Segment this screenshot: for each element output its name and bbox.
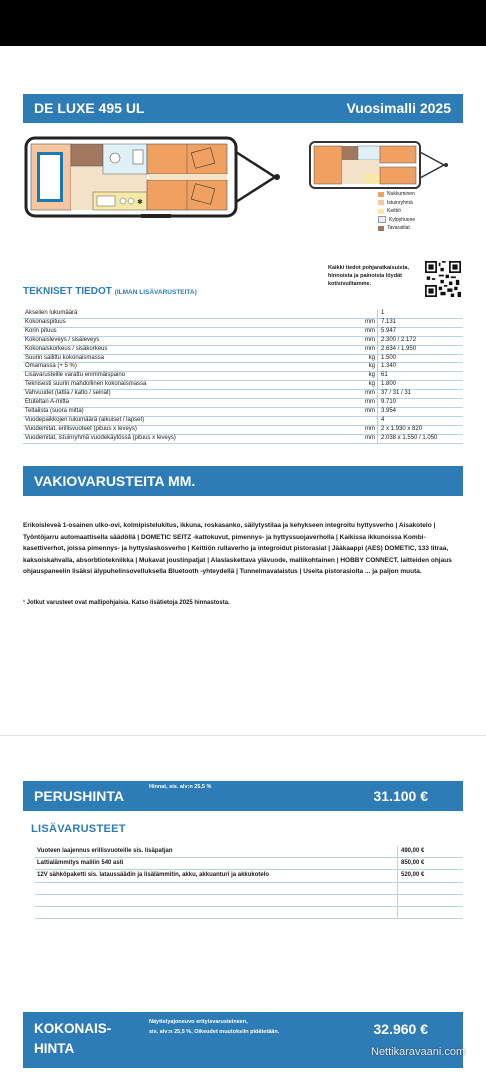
option-label: Vuoteen laajennus erillisvuoteille sis. lisäpatjan [35, 846, 398, 858]
spec-label: Vuodemitat, erillisvuoteet (pituus x leveys) [23, 425, 351, 434]
spec-label: Etuteltan A-mitta [23, 399, 351, 408]
spec-label: Kokonaisleveys / sisäleveys [23, 336, 351, 345]
option-label: Lattialämmitys malliin 540 asti [35, 858, 398, 870]
spec-label: Vahvuudet (lattia / katto / seinät) [23, 390, 351, 399]
option-price: 490,00 € [398, 846, 464, 858]
spec-unit: mm [351, 399, 378, 408]
total-price-note: Näyttelyajoneuvo erityisvarusteineen, sis. alv:n 25,5 %, Oikeudet muutoksiin pidätetään. [149, 1019, 280, 1035]
spec-value: 37 / 31 / 31 [378, 390, 464, 399]
spec-value: 1.800 [378, 381, 464, 390]
base-price-label: PERUSHINTA [34, 788, 124, 804]
spec-row [23, 318, 463, 327]
spec-value: 2.300 / 2.172 [378, 336, 464, 345]
legend-swatch-bathroom [378, 216, 386, 223]
option-row [35, 858, 463, 870]
spec-unit: mm [351, 318, 378, 327]
floor-plan-legend [378, 190, 415, 233]
spec-value: 1 [378, 310, 464, 318]
spec-row [23, 434, 463, 443]
spec-label: Kokonaiskorkeus / sisäkorkeus [23, 345, 351, 354]
specs-table [23, 310, 463, 444]
spec-label: Teknisesti suurin mahdollinen kokonaismassa [23, 381, 351, 390]
legend-item: Istuinryhmä [378, 199, 415, 208]
spec-unit: mm [351, 390, 378, 399]
spec-unit: kg [351, 381, 378, 390]
spec-row [23, 425, 463, 434]
website-note: Kaikki tiedot pohjaratkaisuista, hinnoista ja painoista löydät kotisivuiltamme. [328, 265, 409, 287]
spec-row [23, 407, 463, 416]
spec-value: 7.131 [378, 318, 464, 327]
spec-row [23, 399, 463, 408]
option-label [35, 882, 398, 894]
option-label [35, 906, 398, 918]
standard-equipment-header: VAKIOVARUSTEITA MM. [23, 466, 463, 496]
legend-swatch-storage [378, 226, 384, 231]
spec-unit [351, 310, 378, 318]
spec-row [23, 310, 463, 318]
base-price-bar [23, 781, 463, 811]
option-row [35, 846, 463, 858]
option-price: 520,00 € [398, 870, 464, 882]
total-price-value: 32.960 € [373, 1021, 428, 1037]
specs-title: TEKNISET TIEDOT (ILMAN LISÄVARUSTEITA) [23, 286, 197, 297]
watermark: Nettikaravaani.com [371, 1046, 466, 1058]
spec-value: 2.634 / 1.950 [378, 345, 464, 354]
spec-value: 61 [378, 372, 464, 381]
legend-item: Nukkuminen [378, 190, 415, 199]
spec-label: Omamassa (+ 5 %) [23, 363, 351, 372]
option-price: 850,00 € [398, 858, 464, 870]
spec-row [23, 336, 463, 345]
option-row [35, 894, 463, 906]
base-price-value: 31.100 € [373, 788, 428, 804]
spec-label: Teltalista (suora mitta) [23, 407, 351, 416]
spec-label: Akselien lukumäärä [23, 310, 351, 318]
spec-row [23, 372, 463, 381]
svg-text:✱: ✱ [137, 199, 143, 206]
spec-label: Vuodemitat, istuinryhmä vuodekäytössä (pituus x leveys) [23, 434, 351, 443]
qr-code-icon[interactable] [425, 261, 461, 297]
spec-unit: mm [351, 425, 378, 434]
model-name: DE LUXE 495 UL [34, 100, 145, 116]
option-price [398, 894, 464, 906]
spec-row [23, 354, 463, 363]
spec-row [23, 327, 463, 336]
spec-value: 5.947 [378, 327, 464, 336]
spec-unit: mm [351, 345, 378, 354]
total-price-label: KOKONAIS- HINTA [34, 1021, 112, 1056]
spec-row [23, 390, 463, 399]
option-label: 12V sähköpaketti sis. lataussäädin ja lisälämmitin, akku, akkuanturi ja akkukotelo [35, 870, 398, 882]
divider [0, 735, 486, 736]
spec-unit: kg [351, 372, 378, 381]
spec-value: 1.500 [378, 354, 464, 363]
options-title: LISÄVARUSTEET [31, 823, 126, 835]
spec-unit: kg [351, 363, 378, 372]
total-price-bar [23, 1012, 466, 1068]
spec-unit: mm [351, 407, 378, 416]
spec-value: 9.710 [378, 399, 464, 408]
legend-item: Tavaratilat [378, 224, 415, 233]
spec-label: Korin pituus [23, 327, 351, 336]
legend-item: Keittiö [378, 207, 415, 216]
model-header [23, 94, 463, 123]
legend-swatch-kitchen [378, 209, 384, 214]
legend-swatch-seating [378, 200, 384, 205]
specs-subtitle: (ILMAN LISÄVARUSTEITA) [114, 289, 197, 296]
option-price [398, 882, 464, 894]
spec-unit: kg [351, 354, 378, 363]
option-price [398, 906, 464, 918]
legend-item: Kylpyhuone [378, 216, 415, 225]
spec-unit [351, 416, 378, 425]
legend-swatch-sleeping [378, 192, 384, 197]
spec-label: Vuodepaikkojen lukumäärä (aikuiset / lapset) [23, 416, 351, 425]
option-label [35, 894, 398, 906]
option-row [35, 906, 463, 918]
spec-value: 3.954 [378, 407, 464, 416]
spec-unit: mm [351, 434, 378, 443]
model-year: Vuosimalli 2025 [346, 100, 451, 116]
floor-plan-alt [308, 140, 458, 190]
spec-row [23, 363, 463, 372]
spec-unit: mm [351, 336, 378, 345]
spec-label: Lisävarusteille varattu enimmäispaino [23, 372, 351, 381]
spec-value: 4 [378, 416, 464, 425]
top-black-bar [0, 0, 486, 46]
standard-equipment-text: Erikoisleveä 1-osainen ulko-ovi, kolmipistelukitus, ikkuna, roskasanko, säilytystilaa ja kehykseen integroitu hyttysverho | Aisakotelo | Työntöjarru automaattisella säädöllä | DOMETIC SEITZ -kattokuvut, pimennys- ja hyttyssuojaverholla | Kaikissa ikkunoissa Kombi-kasettiverhot, joissa pimennys- ja hyttyslaskosverho | Keittiön rullaverho ja integroidut pistorasiat | Jääkaappi (AES) DOMETIC, 133 litraa, kaksoiskahvalla, absorbtiotekniikka | Mukavat joustinpatjat | Alaslaskettava ylävuode, mallikohtainen | HOBBY CONNECT, laitteiden ohjaus ohjauspaneelin lisäksi älypuhelinsovelluksella Bluetooth -yhteydellä | Tunnelmavalaistus | Useita pistorasioita ... ja paljon muuta. [23, 522, 452, 575]
footnote: ¹ Jotkut varusteet ovat mallipohjaisia. Katso lisätietoja 2025 hinnastosta. [23, 600, 230, 606]
spec-unit: mm [351, 327, 378, 336]
spec-value: 2 x 1.930 x 820 [378, 425, 464, 434]
spec-row [23, 416, 463, 425]
floor-plan-main [23, 134, 285, 220]
option-row [35, 882, 463, 894]
option-row [35, 870, 463, 882]
spec-row [23, 381, 463, 390]
spec-row [23, 345, 463, 354]
spec-value: 2.038 x 1.550 / 1.050 [378, 434, 464, 443]
spec-label: Suurin sallittu kokonaismassa [23, 354, 351, 363]
spec-label: Kokonaispituus [23, 318, 351, 327]
spec-value: 1.340 [378, 363, 464, 372]
base-price-note: Hinnat, sis. alv:n 25,5 % [149, 784, 212, 790]
options-table [35, 846, 463, 919]
